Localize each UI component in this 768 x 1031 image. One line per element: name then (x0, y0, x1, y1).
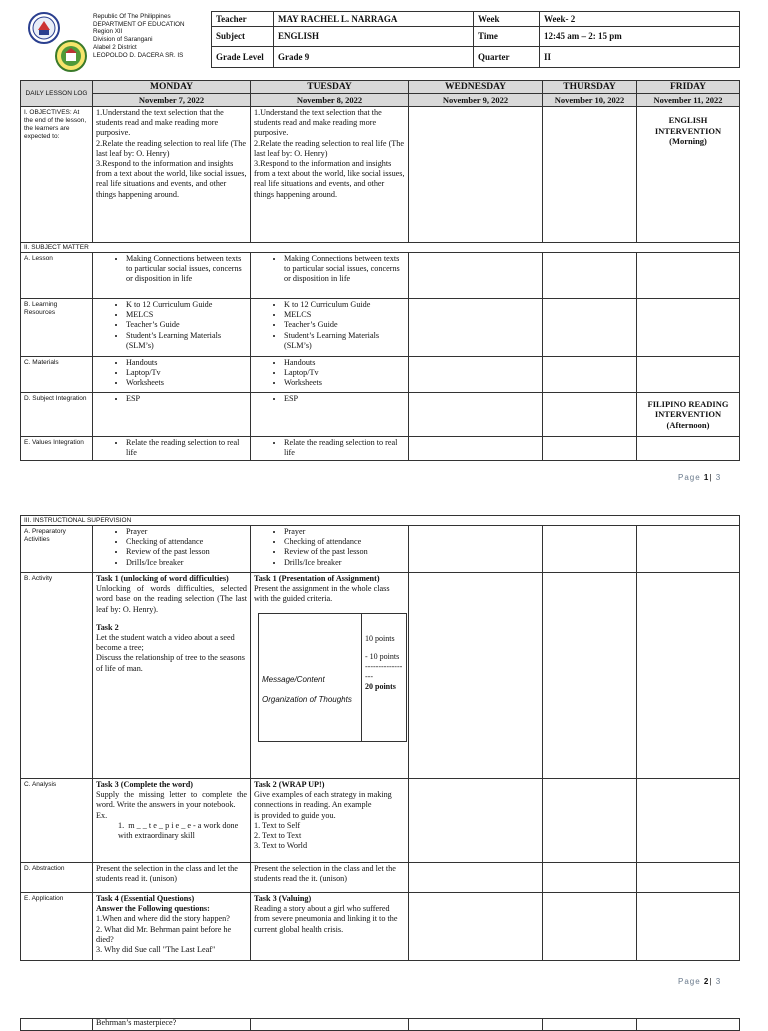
lesson-monday (93, 253, 251, 299)
prep-item: • Prayer (284, 527, 405, 537)
prep-item: • Prayer (126, 527, 247, 537)
date-tuesday: November 8, 2022 (251, 94, 409, 107)
instructional-supervision-label: III. INSTRUCTIONAL SUPERVISION (21, 516, 740, 526)
material-item: • Laptop/Tv (284, 368, 405, 378)
values-monday (93, 437, 251, 461)
friday-filipino-intervention: FILIPINO READING INTERVENTION (Afternoon) (637, 393, 740, 437)
question-item: 1.When and where did the story happen? (96, 914, 230, 924)
subject-value: ENGLISH (274, 27, 474, 46)
material-item: • Laptop/Tv (126, 368, 247, 378)
learning-resources-label: B. Learning Resources (21, 299, 93, 357)
date-wednesday: November 9, 2022 (409, 94, 543, 107)
resource-item: • Teacher’s Guide (126, 320, 247, 330)
page-current: 2 (703, 977, 710, 986)
activity-thursday (543, 573, 637, 779)
subject-matter-label: II. SUBJECT MATTER (21, 243, 740, 253)
page-total: 3 (715, 977, 722, 986)
objective-1: 1.Understand the text selection that the students read and make reading more purposive. (96, 108, 224, 138)
material-item: • Worksheets (284, 378, 405, 388)
abstraction-tuesday: Present the selection in the class and let the students read the it. (unison) (251, 863, 409, 893)
tue-task1-title: Task 1 (Presentation of Assignment) (254, 574, 380, 583)
values-thursday (543, 437, 637, 461)
teacher-value: MAY RACHEL L. NARRAGA (274, 12, 474, 27)
subject-label: Subject (212, 27, 274, 46)
integration-thursday (543, 393, 637, 437)
integration-wednesday (409, 393, 543, 437)
tue-task1-text: Present the assignment in the whole class with the guided criteria. (254, 584, 390, 604)
friday-english-intervention: ENGLISH INTERVENTION (Morning) (637, 107, 740, 243)
application-monday (93, 893, 251, 961)
day-tuesday: TUESDAY (251, 81, 409, 94)
connection-item: 3. Text to World (254, 841, 308, 851)
quarter-label: Quarter (474, 46, 540, 67)
page3-friday (637, 1019, 740, 1031)
prep-item: • Drills/Ice breaker (284, 558, 405, 568)
page-number-1: Page 1| 3 (678, 473, 722, 482)
lesson-item: • Making Connections between texts to particular social issues, concerns or disposition in life (126, 254, 247, 285)
values-integration-label: E. Values Integration (21, 437, 93, 461)
tue-task2-title: Task 2 (WRAP UP!) (254, 780, 325, 789)
points-divider: ----------------- (365, 661, 403, 681)
org-lines (93, 13, 208, 59)
analysis-friday (637, 779, 740, 863)
resource-item: • MELCS (284, 310, 405, 320)
lesson-label: A. Lesson (21, 253, 93, 299)
lesson-wednesday (409, 253, 543, 299)
resources-tuesday (251, 299, 409, 357)
analysis-tuesday (251, 779, 409, 863)
analysis-wednesday (409, 779, 543, 863)
resource-item: • K to 12 Curriculum Guide (126, 300, 247, 310)
objectives-wednesday (409, 107, 543, 243)
objective-2: 2.Relate the reading selection to real life (The last leaf by: O. Henry) (254, 138, 405, 158)
application-friday (637, 893, 740, 961)
tue-task3-title: Task 3 (Valuing) (254, 894, 312, 903)
integration-item: • ESP (284, 394, 405, 404)
task2-text-1: Let the student watch a video about a seed become a tree; (96, 633, 235, 653)
analysis-thursday (543, 779, 637, 863)
lesson-tuesday (251, 253, 409, 299)
task3-example-label: Ex. (96, 810, 108, 820)
application-thursday (543, 893, 637, 961)
materials-friday (637, 357, 740, 393)
criterion-content: Message/Content (262, 674, 325, 684)
objective-2: 2.Relate the reading selection to real life (The last leaf by: O. Henry) (96, 138, 247, 158)
prep-wednesday (409, 526, 543, 573)
org-line: Alabel 2 District (93, 43, 137, 51)
objectives-thursday (543, 107, 637, 243)
integration-monday (93, 393, 251, 437)
preparatory-label: A. Preparatory Activities (21, 526, 93, 573)
task3-example-item: 1. m _ _ t e _ p i e _ e - a work done with extraordinary skill (118, 820, 239, 841)
day-monday: MONDAY (93, 81, 251, 94)
week-label: Week (474, 12, 540, 27)
values-item: • Relate the reading selection to real life (284, 438, 405, 458)
activity-label: B. Activity (21, 573, 93, 779)
materials-monday (93, 357, 251, 393)
resources-monday (93, 299, 251, 357)
day-wednesday: WEDNESDAY (409, 81, 543, 94)
question-item: 3. Why did Sue call "The Last Leaf" (96, 945, 216, 955)
task2-text-2: Discuss the relationship of tree to the seasons of life of man. (96, 653, 245, 673)
objective-1: 1.Understand the text selection that the students read and make reading more purposive. (254, 108, 382, 138)
rubric-criteria (259, 613, 362, 741)
resources-thursday (543, 299, 637, 357)
resource-item: • Teacher’s Guide (284, 320, 405, 330)
task3-text: Supply the missing letter to complete the word. Write the answers in your notebook. (96, 790, 247, 810)
page3-thursday (543, 1019, 637, 1031)
application-wednesday (409, 893, 543, 961)
org-line: LEOPOLDO D. DACERA SR. IS (93, 51, 184, 59)
date-friday: November 11, 2022 (637, 94, 740, 107)
analysis-monday (93, 779, 251, 863)
org-line: Republic Of The Philippines (93, 13, 171, 20)
objectives-label: I. OBJECTIVES: At the end of the lesson, the learners are expected to: (21, 107, 93, 243)
prep-monday (93, 526, 251, 573)
subject-integration-label: D. Subject Integration (21, 393, 93, 437)
task4-subtitle: Answer the Following questions: (96, 904, 210, 914)
tue-task2-text: Give examples of each strategy in making connections in reading. An example (254, 790, 392, 810)
page-word: Page (678, 977, 701, 986)
prep-tuesday (251, 526, 409, 573)
activity-wednesday (409, 573, 543, 779)
header-table (211, 11, 740, 68)
resources-wednesday (409, 299, 543, 357)
prep-item: • Checking of attendance (126, 537, 247, 547)
application-label: E. Application (21, 893, 93, 961)
prep-item: • Checking of attendance (284, 537, 405, 547)
grade-label: Grade Level (212, 46, 274, 67)
page-total: 3 (715, 473, 722, 482)
analysis-label: C. Analysis (21, 779, 93, 863)
date-monday: November 7, 2022 (93, 94, 251, 107)
page3-tuesday (251, 1019, 409, 1031)
connection-item: 1. Text to Self (254, 820, 301, 830)
lesson-log-table-page1 (20, 80, 740, 461)
tue-task3-text: Reading a story about a girl who suffered from severe pneumonia and linking it to the current global health crisis. (254, 904, 398, 934)
materials-thursday (543, 357, 637, 393)
lesson-log-table-page3 (20, 1018, 740, 1031)
teacher-label: Teacher (212, 12, 274, 27)
prep-thursday (543, 526, 637, 573)
org-line: Division of Sarangani (93, 36, 153, 44)
abstraction-wednesday (409, 863, 543, 893)
objectives-monday (93, 107, 251, 243)
application-tuesday (251, 893, 409, 961)
grade-value: Grade 9 (274, 46, 474, 67)
prep-item: • Review of the past lesson (284, 547, 405, 557)
abstraction-label: D. Abstraction (21, 863, 93, 893)
materials-wednesday (409, 357, 543, 393)
resource-item: • Student’s Learning Materials (SLM’s) (126, 331, 247, 351)
tue-task2-text2: is provided to guide you. (254, 810, 336, 820)
day-thursday: THURSDAY (543, 81, 637, 94)
week-value: Week- 2 (540, 12, 740, 27)
connection-item: 2. Text to Text (254, 831, 302, 841)
objectives-tuesday (251, 107, 409, 243)
rubric-table (258, 613, 407, 742)
activity-monday (93, 573, 251, 779)
prep-item: • Drills/Ice breaker (126, 558, 247, 568)
task4-title: Task 4 (Essential Questions) (96, 894, 195, 903)
points-content: 10 points (365, 633, 395, 643)
abstraction-thursday (543, 863, 637, 893)
lesson-thursday (543, 253, 637, 299)
page-word: Page (678, 473, 701, 482)
values-item: • Relate the reading selection to real life (126, 438, 247, 458)
lesson-log-table-page2 (20, 515, 740, 961)
time-value: 12:45 am – 2: 15 pm (540, 27, 740, 46)
prep-item: • Review of the past lesson (126, 547, 247, 557)
abstraction-friday (637, 863, 740, 893)
lesson-item: • Making Connections between texts to particular social issues, concerns or disposition in life (284, 254, 405, 285)
resource-item: • MELCS (126, 310, 247, 320)
question-item: 2. What did Mr. Behrman paint before he died? (96, 924, 232, 944)
time-label: Time (474, 27, 540, 46)
task1-text: Unlocking of words difficulties, selected word base on the reading selection (The last leaf by: O. Henry). (96, 584, 247, 614)
values-friday (637, 437, 740, 461)
activity-friday (637, 573, 740, 779)
activity-tuesday (251, 573, 409, 779)
points-organization: - 10 points (365, 651, 400, 661)
integration-tuesday (251, 393, 409, 437)
objective-3: 3.Respond to the information and insights from a text about the world, like social issues, real life situations and events, and other things happening around. (96, 159, 247, 199)
task2-title: Task 2 (96, 622, 119, 632)
quarter-value: II (540, 46, 740, 67)
page-current: 1 (703, 473, 710, 482)
objective-3: 3.Respond to the information and insights from a text about the world, like social issues, real life situations and events, and other things happening around. (254, 159, 405, 199)
integration-item: • ESP (126, 394, 247, 404)
criterion-organization: Organization of Thoughts (262, 694, 352, 704)
page3-label-cell (21, 1019, 93, 1031)
values-tuesday (251, 437, 409, 461)
daily-lesson-log-label: DAILY LESSON LOG (21, 81, 93, 107)
material-item: • Handouts (284, 358, 405, 368)
abstraction-monday: Present the selection in the class and let the students read it. (unison) (93, 863, 251, 893)
task3-title: Task 3 (Complete the word) (96, 780, 194, 789)
values-wednesday (409, 437, 543, 461)
resource-item: • K to 12 Curriculum Guide (284, 300, 405, 310)
material-item: • Handouts (126, 358, 247, 368)
points-total: 20 points (365, 681, 396, 691)
material-item: • Worksheets (126, 378, 247, 388)
page-number-2: Page 2| 3 (678, 977, 722, 986)
org-line: Region XII (93, 28, 123, 36)
lesson-friday (637, 253, 740, 299)
org-line: DEPARTMENT OF EDUCATION (93, 20, 185, 28)
date-thursday: November 10, 2022 (543, 94, 637, 107)
resource-item: • Student’s Learning Materials (SLM’s) (284, 331, 405, 351)
materials-label: C. Materials (21, 357, 93, 393)
rubric-points (362, 613, 407, 741)
page3-wednesday (409, 1019, 543, 1031)
page3-monday-text: Behrman’s masterpiece? (93, 1019, 251, 1031)
prep-friday (637, 526, 740, 573)
task1-title: Task 1 (unlocking of word difficulties) (96, 574, 229, 583)
day-friday: FRIDAY (637, 81, 740, 94)
resources-friday (637, 299, 740, 357)
materials-tuesday (251, 357, 409, 393)
school-logo (55, 40, 87, 72)
